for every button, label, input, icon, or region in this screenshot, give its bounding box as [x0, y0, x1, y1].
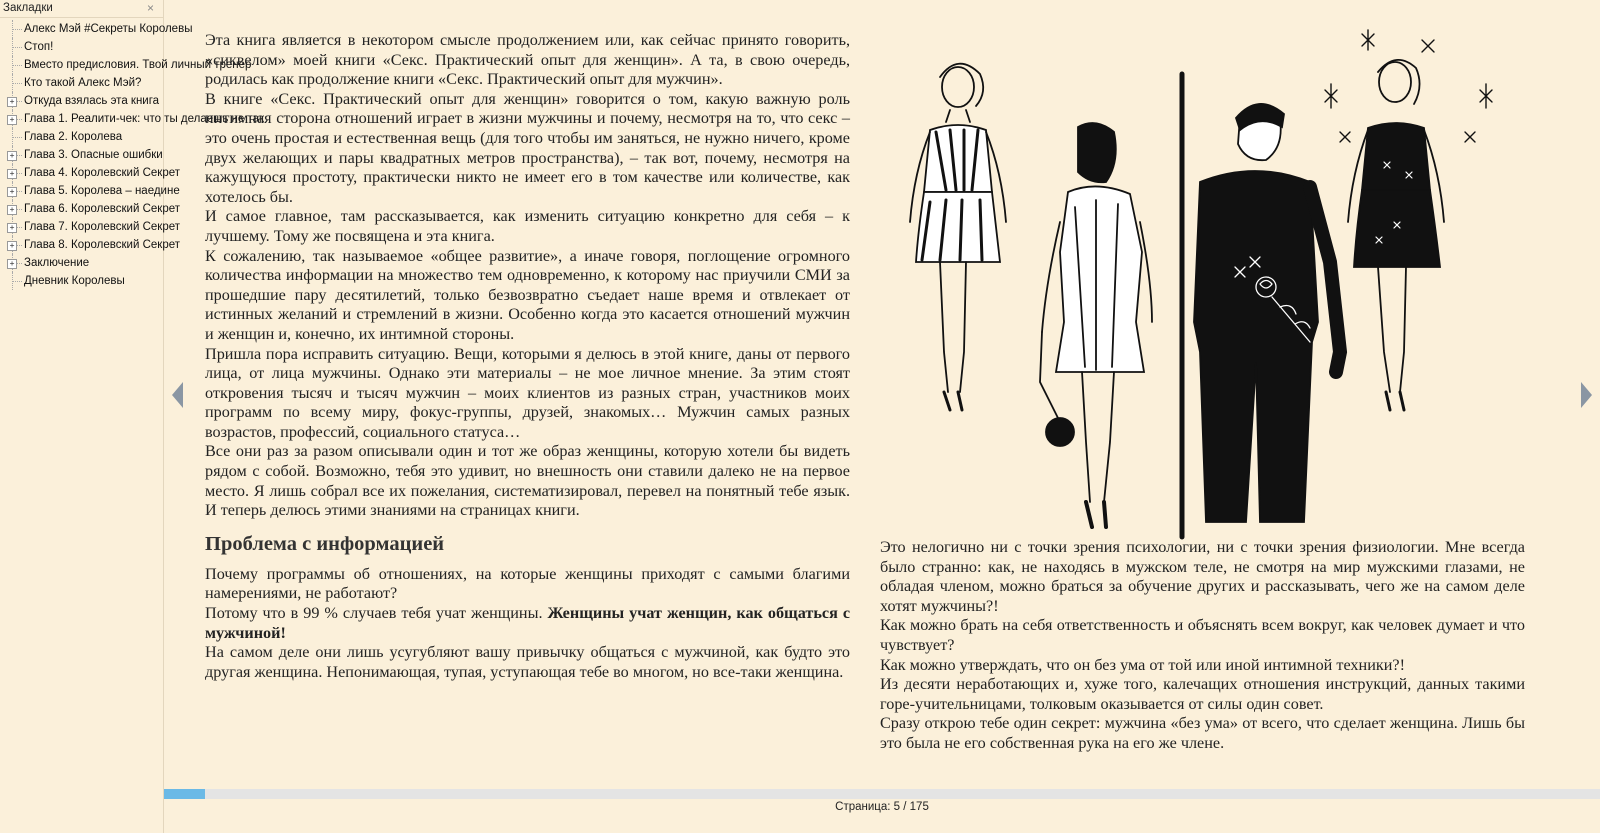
bookmark-item[interactable] — [0, 56, 252, 74]
sidebar-title: Закладки — [3, 2, 53, 14]
woman-figure-back — [1040, 123, 1152, 527]
bookmark-tree — [0, 18, 265, 290]
paragraph-bold-text: Женщины учат женщин, как общаться с мужчиной! — [205, 604, 851, 642]
bookmark-label: Откуда взялась эта книга — [24, 95, 160, 107]
man-figure — [1194, 104, 1340, 522]
tree-connector — [12, 137, 22, 138]
tree-connector — [12, 65, 22, 66]
paragraph: Сразу открою тебе один секрет: мужчина «без ума» от всего, что сделает женщина. Лишь бы это была не его собственная рука на его же члене. — [880, 714, 1525, 752]
paragraph: К сожалению, так называемое «общее развитие», а иначе говоря, поглощение огромного количества информации на множество тем одновременно, к которому нас приучили СМИ за прошедшие пару десятилетий, только безвозвратно съедает наше время и отвлекает от истинных желаний и стремлений в жизни. Особенно когда это касается отношений мужчин и женщин и, конечно, их интимной стороны. — [205, 246, 850, 343]
paragraph: В книге «Секс. Практический опыт для женщин» говорится о том, какую важную роль интимная сторона отношений играет в жизни мужчины и почему, несмотря на то, что секс – это очень простая и естественная вещь (для того чтобы им заняться, не нужно ничего, кроме двух желающих и пары квадратных метров пространства), – так вот, почему, несмотря на кажущуюся простоту, практически никто не имеет его в том качестве или количестве, как хотелось бы. — [205, 89, 850, 206]
paragraph: Все они раз за разом описывали один и тот же образ женщины, которую хотели бы видеть рядом с собой. Возможно, тебя это удивит, но внешность они ставили далеко не на первое место. Я лишь собрал все их пожелания, систематизировал, перевел на понятный тебе язык. И теперь делюсь этими знаниями на страницах книги. — [205, 442, 850, 520]
tree-connector — [12, 29, 22, 30]
bookmark-item[interactable] — [0, 236, 180, 254]
expand-icon[interactable]: + — [7, 151, 17, 161]
paragraph: И самое главное, там рассказывается, как изменить ситуацию конкретно для себя – к лучшему. Тому же посвящена и эта книга. — [205, 207, 850, 245]
paragraph — [205, 604, 850, 643]
bookmark-item[interactable] — [0, 182, 180, 200]
illustration-women-and-man — [900, 22, 1550, 542]
bookmark-item[interactable] — [0, 20, 193, 38]
bookmark-label: Стоп! — [24, 41, 54, 53]
close-icon[interactable]: × — [146, 1, 154, 15]
expand-icon[interactable]: + — [7, 223, 17, 233]
paragraph: Как можно утверждать, что он без ума от той или иной интимной техники?! — [880, 655, 1405, 674]
bookmark-label: Глава 1. Реалити-чек: что ты делаешь не так — [24, 113, 265, 125]
paragraph: Почему программы об отношениях, на которые женщины приходят с самыми благими намерениями, не работают? — [205, 564, 850, 603]
paragraph: Как можно брать на себя ответственность и объяснять всем вокруг, как человек думает и что чувствует? — [880, 616, 1525, 654]
woman-figure-right — [1348, 60, 1444, 410]
expand-icon[interactable]: + — [7, 115, 17, 125]
left-page — [205, 31, 850, 682]
tree-connector — [12, 47, 22, 48]
bookmark-label: Глава 6. Королевский Секрет — [24, 203, 180, 215]
reader-view — [164, 0, 1600, 833]
bookmark-label: Алекс Мэй #Секреты Королевы — [24, 23, 193, 35]
paragraph: Это нелогично ни с точки зрения психологии, ни с точки зрения физиологии. Мне всегда было странно: как, не находясь в мужском теле, не смотря на мир мужскими глазами, не обладая членом, можно браться за обучение других и рассказывать, чего же на самом деле хотят мужчины?! — [880, 538, 1525, 615]
sidebar-header — [0, 0, 163, 18]
paragraph: На самом деле они лишь усугубляют вашу привычку общаться с мужчиной, как будто это другая женщина. Непонимающая, тупая, уступающая тебе во многом, но все-таки женщина. — [205, 643, 850, 681]
reading-progress-bar[interactable] — [164, 789, 1600, 799]
bookmark-item[interactable] — [0, 92, 163, 110]
bookmark-label: Глава 2. Королева — [24, 131, 123, 143]
expand-icon[interactable]: + — [7, 241, 17, 251]
bookmark-label: Вместо предисловия. Твой личный тренер — [24, 59, 252, 71]
bookmark-item[interactable] — [0, 74, 163, 92]
section-heading: Проблема с информацией — [205, 532, 445, 555]
previous-page-arrow-icon[interactable] — [172, 382, 183, 408]
expand-icon[interactable]: + — [7, 169, 17, 179]
progress-fill — [164, 789, 205, 799]
bookmark-label: Глава 3. Опасные ошибки — [24, 149, 163, 161]
bookmark-label: Дневник Королевы — [24, 275, 125, 287]
bookmark-label: Глава 5. Королева – наедине — [24, 185, 180, 197]
bookmark-item[interactable] — [0, 128, 163, 146]
bookmark-item[interactable] — [0, 146, 163, 164]
expand-icon[interactable]: + — [7, 205, 17, 215]
expand-icon[interactable]: + — [7, 187, 17, 197]
expand-icon[interactable]: + — [7, 259, 17, 269]
bookmark-label: Заключение — [24, 257, 90, 269]
tree-connector — [12, 281, 22, 282]
page-indicator: Страница: 5 / 175 — [835, 801, 929, 813]
bookmarks-sidebar — [0, 0, 265, 833]
paragraph: Из десяти неработающих и, хуже того, калечащих отношения инструкций, данных такими горе-учительницами, толковым оказывается от силы один совет. — [880, 675, 1525, 713]
bookmark-label: Кто такой Алекс Мэй? — [24, 77, 142, 89]
bookmark-item[interactable] — [0, 110, 265, 128]
next-page-arrow-icon[interactable] — [1581, 382, 1592, 408]
bookmark-item[interactable] — [0, 200, 180, 218]
bookmark-item[interactable] — [0, 272, 163, 290]
right-page — [880, 538, 1525, 754]
expand-icon[interactable]: + — [7, 97, 17, 107]
bookmark-item[interactable] — [0, 254, 163, 272]
bookmark-label: Глава 7. Королевский Секрет — [24, 221, 180, 233]
paragraph: Эта книга является в некотором смысле продолжением или, как сейчас принято говорить, «сиквелом» моей книги «Секс. Практический опыт для женщин». А та, в свою очередь, родилась как продолжение книги «Секс. Практический опыт для мужчин». — [205, 31, 850, 89]
left-page-body — [205, 31, 850, 521]
bookmark-label: Глава 8. Королевский Секрет — [24, 239, 180, 251]
bookmark-item[interactable] — [0, 218, 180, 236]
tree-connector — [12, 83, 22, 84]
paragraph-text: Потому что в 99 % случаев тебя учат женщины. — [205, 604, 548, 623]
bookmark-label: Глава 4. Королевский Секрет — [24, 167, 180, 179]
bookmark-item[interactable] — [0, 164, 180, 182]
woman-figure-left — [910, 64, 1006, 410]
bookmark-item[interactable] — [0, 38, 163, 56]
right-page-body — [880, 538, 1525, 754]
paragraph: Пришла пора исправить ситуацию. Вещи, которыми я делюсь в этой книге, даны от первого лица, от лица мужчины. Однако эти материалы – не мое личное мнение. За этим стоят откровения тысяч и тысяч мужчин – моих клиентов из разных стран, участников моих программ по всему миру, фокус-группы, друзей, знакомых… Мужчин самых разных возрастов, профессий, социального статуса… — [205, 344, 850, 441]
